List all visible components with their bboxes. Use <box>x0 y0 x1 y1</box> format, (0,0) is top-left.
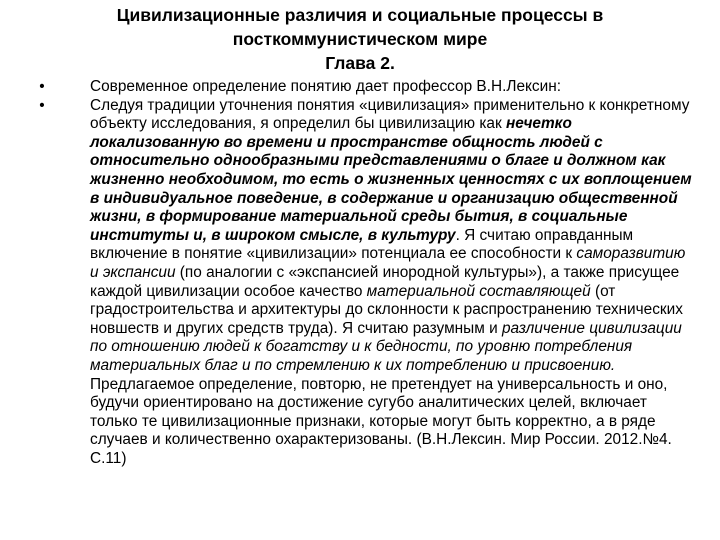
bullet-list <box>36 78 692 468</box>
bullet-marker: • <box>39 78 45 95</box>
italic-term: различение цивилизации по отношению людей к богатству и к бедности, по уровню потребления материальных благ и по стремлению к их потреблению и присвоению. <box>90 319 682 374</box>
text-segment: Предлагаемое определение, повторю, не претендует на универсальность и оно, будучи ориентировано на достижение сугубо аналитических целей, включает только те цивилизационные признаки, которые могут быть корректно, а в ряде случаев и количественно охарактеризованы. (В.Н.Лексин. Мир России. 2012.№4. С.11) <box>90 375 672 467</box>
title-line-1: Цивилизационные различия и социальные процессы в <box>116 5 604 25</box>
list-item-text: Современное определение понятию дает профессор В.Н.Лексин: <box>90 78 561 95</box>
text-segment: Следуя традиции уточнения понятия «цивилизация» применительно к конкретному объекту исследования, я определил бы цивилизацию как <box>90 96 690 133</box>
list-item <box>36 97 692 469</box>
text-segment: (от градостроительства и архитектуры до склонности к распространению технических новшеств и других средств труда). Я считаю разумным и <box>90 282 683 337</box>
definition-paragraph <box>90 97 692 467</box>
italic-term: материальной составляющей <box>366 282 591 300</box>
title-line-3: Глава 2. <box>325 53 395 73</box>
emphasized-definition: нечетко локализованную во времени и пространстве общность людей с относительно однообразными представлениями о благе и должном как жизненно необходимом, то есть о жизненных ценностях с их воплощением в индивидуальное поведение, в содержание и организацию общественной жизни, в формирование материальной среды бытия, в социальные институты и, в широком смысле, в культуру <box>90 115 692 244</box>
title-line-2: посткоммунистическом мире <box>232 29 488 49</box>
italic-term: саморазвитию и экспансии <box>90 245 686 281</box>
slide-title <box>30 3 690 75</box>
text-segment: . Я считаю оправданным включение в понятие «цивилизации» потенциала ее способности к <box>90 226 634 263</box>
list-item <box>36 78 692 97</box>
bullet-marker: • <box>39 96 45 114</box>
text-segment: (по аналогии с «экспансией инородной культуры»), а также присущее каждой цивилизации особое качество <box>90 263 680 300</box>
